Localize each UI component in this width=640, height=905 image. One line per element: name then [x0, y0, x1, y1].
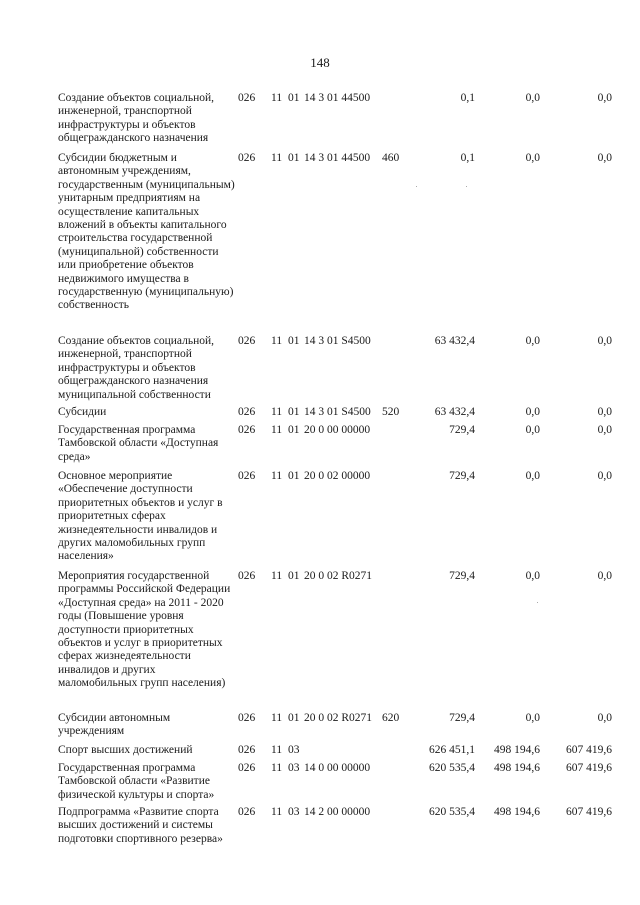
row-name: Субсидии	[58, 406, 107, 418]
row-value-1: 63 432,4	[434, 406, 475, 418]
row-pr: 01	[288, 406, 300, 418]
row-value-1: 0,1	[460, 152, 475, 164]
row-value-2: 0,0	[525, 424, 540, 436]
row-rz: 11	[271, 92, 283, 104]
row-pr: 03	[288, 806, 300, 818]
row-csr: 20 0 02 00000	[304, 470, 371, 482]
row-vr: 620	[382, 712, 400, 724]
row-rz: 11	[271, 335, 283, 347]
row-rz: 11	[271, 470, 283, 482]
row-name: Субсидии автономным учреждениям	[58, 712, 171, 738]
row-value-3: 0,0	[597, 470, 612, 482]
row-pr: 01	[288, 335, 300, 347]
row-csr: 14 3 01 44500	[304, 92, 371, 104]
row-value-1: 626 451,1	[429, 744, 475, 756]
row-value-2: 0,0	[525, 712, 540, 724]
row-pr: 01	[288, 712, 300, 724]
row-vr: 460	[382, 152, 400, 164]
row-value-1: 729,4	[449, 470, 475, 482]
row-rz: 11	[271, 424, 283, 436]
row-rz: 11	[271, 712, 283, 724]
row-pr: 01	[288, 92, 300, 104]
row-value-1: 63 432,4	[434, 335, 475, 347]
row-value-2: 0,0	[525, 406, 540, 418]
row-value-1: 0,1	[460, 92, 475, 104]
row-value-1: 620 535,4	[429, 806, 475, 818]
row-value-2: 0,0	[525, 470, 540, 482]
row-value-3: 607 419,6	[566, 762, 612, 774]
row-csr: 14 3 01 S4500	[304, 406, 371, 418]
row-name: Основное мероприятие «Обеспечение доступности приоритетных объектов и услуг в приоритетных сферах жизнедеятельности инвалидов и других маломобильных групп населения»	[58, 470, 223, 563]
row-value-2: 0,0	[525, 92, 540, 104]
row-grbs: 026	[238, 406, 256, 418]
row-grbs: 026	[238, 762, 256, 774]
row-name: Спорт высших достижений	[58, 744, 193, 756]
row-grbs: 026	[238, 152, 256, 164]
row-value-2: 0,0	[525, 152, 540, 164]
row-grbs: 026	[238, 806, 256, 818]
row-value-2: 498 194,6	[494, 762, 540, 774]
row-csr: 14 2 00 00000	[304, 806, 371, 818]
row-value-3: 0,0	[597, 92, 612, 104]
row-rz: 11	[271, 806, 283, 818]
row-name: Мероприятия государственной программы Российской Федерации «Доступная среда» на 2011 - 2020 годы (Повышение уровня доступности приоритетных объектов и услуг в приоритетных сферах жизнедеятельности инвалидов и других маломобильных групп населения)	[58, 570, 231, 690]
row-name: Создание объектов социальной, инженерной, транспортной инфраструктуры и объектов общегражданского назначения муниципальной собственности	[58, 335, 215, 401]
row-pr: 01	[288, 152, 300, 164]
row-value-3: 0,0	[597, 570, 612, 582]
row-value-2: 498 194,6	[494, 744, 540, 756]
row-pr: 01	[288, 570, 300, 582]
row-grbs: 026	[238, 570, 256, 582]
row-pr: 03	[288, 762, 300, 774]
row-value-3: 0,0	[597, 424, 612, 436]
row-value-3: 0,0	[597, 152, 612, 164]
row-value-1: 620 535,4	[429, 762, 475, 774]
row-pr: 01	[288, 424, 300, 436]
row-rz: 11	[271, 152, 283, 164]
row-name: Подпрограмма «Развитие спорта высших достижений и системы подготовки спортивного резерва»	[58, 806, 223, 845]
row-value-3: 607 419,6	[566, 806, 612, 818]
row-grbs: 026	[238, 712, 256, 724]
row-value-1: 729,4	[449, 570, 475, 582]
row-pr: 01	[288, 470, 300, 482]
row-name: Государственная программа Тамбовской области «Доступная среда»	[58, 424, 219, 463]
row-csr: 20 0 00 00000	[304, 424, 371, 436]
row-csr: 14 0 00 00000	[304, 762, 371, 774]
row-grbs: 026	[238, 424, 256, 436]
scan-speck	[416, 186, 417, 187]
row-name: Создание объектов социальной, инженерной, транспортной инфраструктуры и объектов общегражданского назначения	[58, 92, 215, 145]
row-rz: 11	[271, 570, 283, 582]
row-rz: 11	[271, 744, 283, 756]
row-csr: 20 0 02 R0271	[304, 570, 373, 582]
row-value-3: 0,0	[597, 712, 612, 724]
row-rz: 11	[271, 406, 283, 418]
scan-speck	[537, 602, 538, 603]
row-value-3: 0,0	[597, 406, 612, 418]
row-csr: 14 3 01 44500	[304, 152, 371, 164]
row-grbs: 026	[238, 744, 256, 756]
page-number: 148	[310, 55, 330, 70]
row-name: Государственная программа Тамбовской области «Развитие физической культуры и спорта»	[58, 762, 215, 801]
row-grbs: 026	[238, 92, 256, 104]
scan-speck	[466, 186, 467, 187]
row-value-2: 0,0	[525, 335, 540, 347]
row-value-1: 729,4	[449, 712, 475, 724]
row-value-2: 0,0	[525, 570, 540, 582]
row-value-3: 0,0	[597, 335, 612, 347]
row-csr: 20 0 02 R0271	[304, 712, 373, 724]
row-value-3: 607 419,6	[566, 744, 612, 756]
row-name: Субсидии бюджетным и автономным учреждениям, государственным (муниципальным) унитарным предприятиям на осуществление капитальных вложений в объекты капитального строительства государственной (муниципальной) собственности или приобретение объектов недвижимого имущества в государственную (муниципальную) собственность	[58, 152, 235, 312]
row-pr: 03	[288, 744, 300, 756]
row-vr: 520	[382, 406, 400, 418]
row-value-2: 498 194,6	[494, 806, 540, 818]
row-grbs: 026	[238, 470, 256, 482]
row-csr: 14 3 01 S4500	[304, 335, 371, 347]
row-value-1: 729,4	[449, 424, 475, 436]
row-rz: 11	[271, 762, 283, 774]
row-grbs: 026	[238, 335, 256, 347]
